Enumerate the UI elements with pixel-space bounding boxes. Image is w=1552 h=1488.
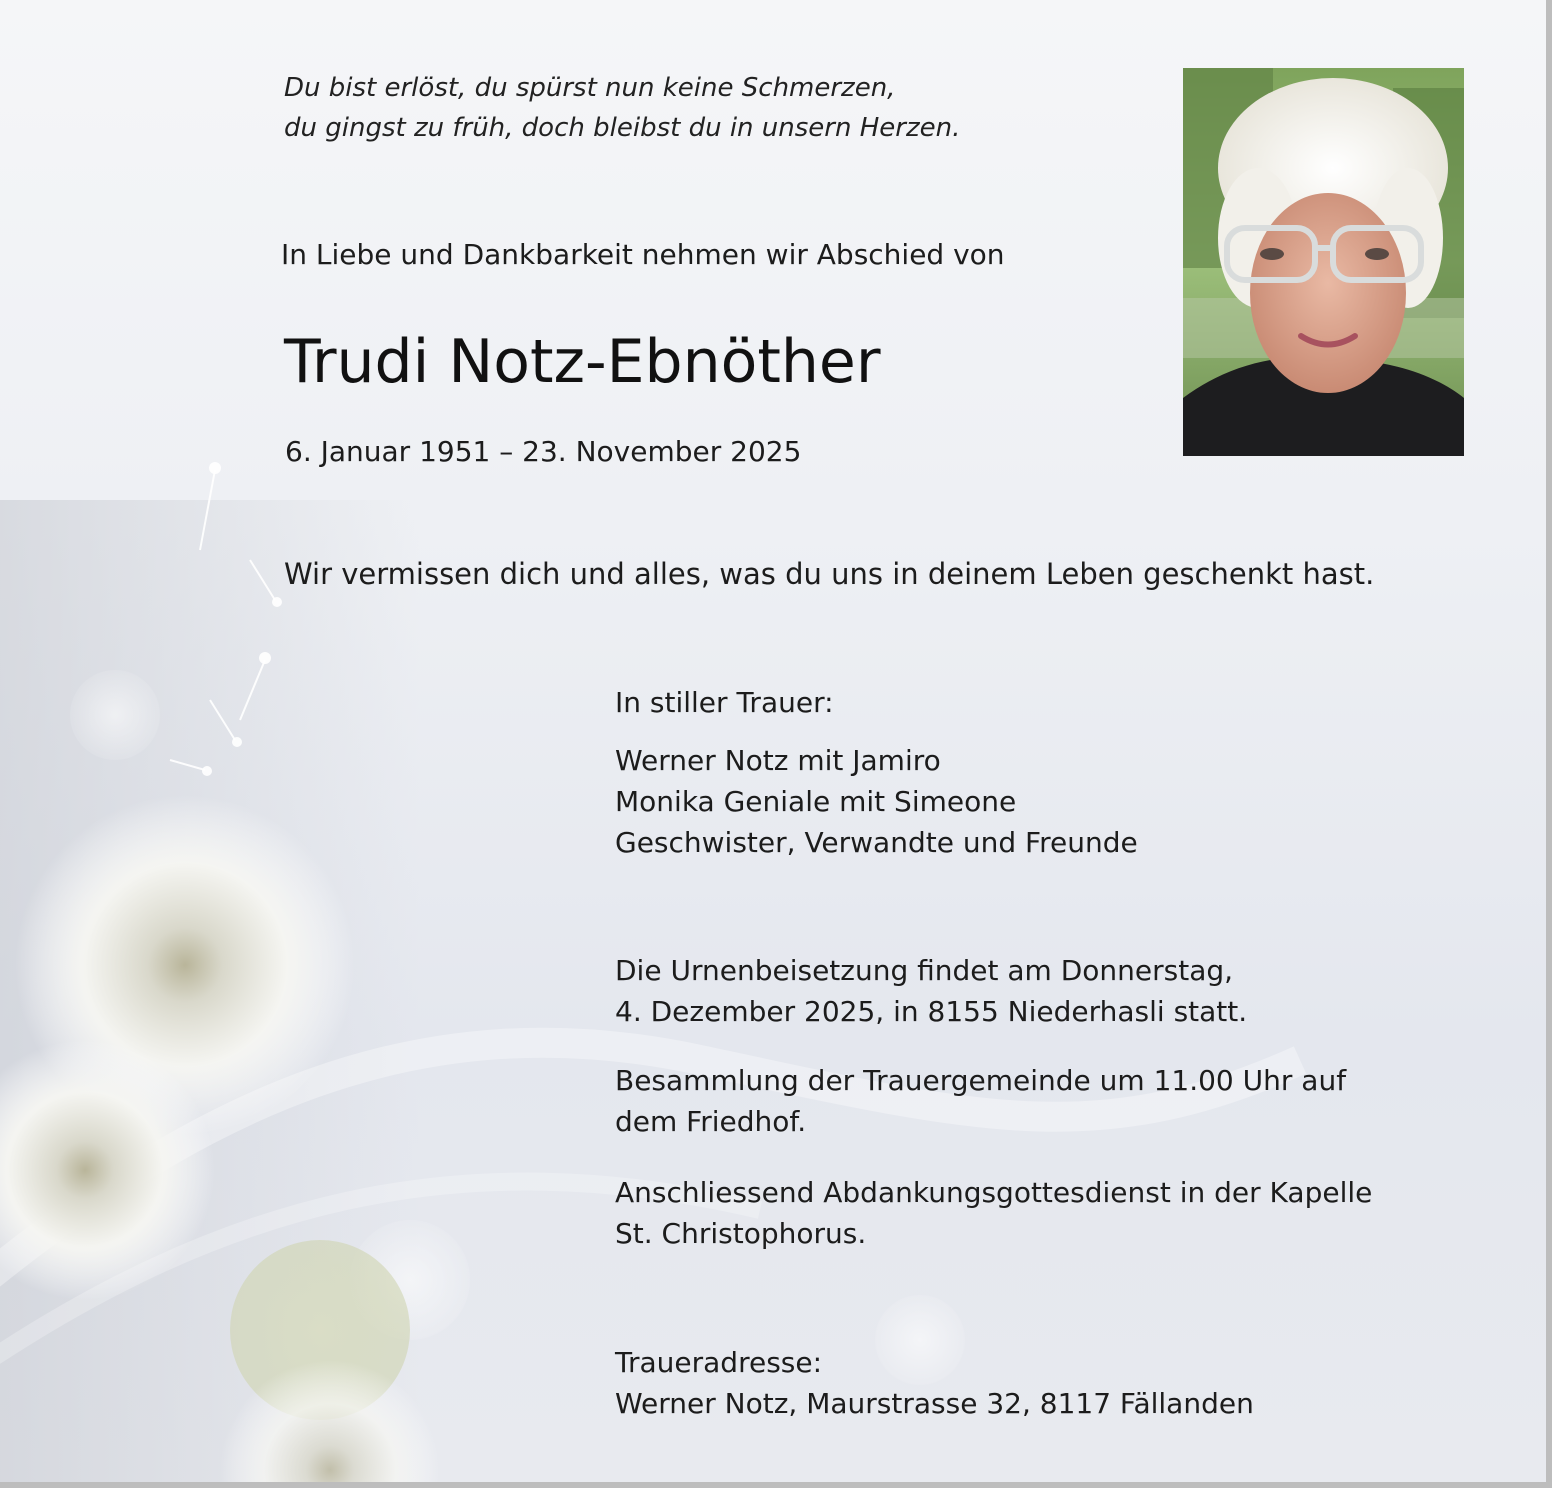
poem-line: du gingst zu früh, doch bleibst du in unsern Herzen.: [284, 113, 961, 143]
service-info: [615, 1172, 1372, 1254]
farewell-intro: In Liebe und Dankbarkeit nehmen wir Abschied von: [281, 238, 1005, 271]
gathering-line: dem Friedhof.: [615, 1105, 807, 1138]
life-dates: 6. Januar 1951 – 23. November 2025: [285, 435, 802, 468]
remembrance-message: Wir vermissen dich und alles, was du uns in deinem Leben geschenkt hast.: [284, 557, 1375, 591]
mourning-address: [615, 1342, 1254, 1424]
mourning-heading: In stiller Trauer:: [615, 686, 834, 719]
gathering-line: Besammlung der Trauergemeinde um 11.00 Uhr auf: [615, 1064, 1347, 1097]
ceremony-line: Die Urnenbeisetzung findet am Donnerstag,: [615, 954, 1234, 987]
gathering-info: [615, 1060, 1346, 1142]
mourner-line: Werner Notz mit Jamiro: [615, 744, 941, 777]
portrait-photo-icon: [1183, 68, 1464, 456]
deceased-name: Trudi Notz-Ebnöther: [284, 327, 881, 397]
portrait-photo: [1183, 68, 1464, 456]
mourner-line: Geschwister, Verwandte und Freunde: [615, 826, 1138, 859]
burial-announcement: [615, 950, 1247, 1032]
memorial-poem: [284, 68, 960, 148]
ceremony-line: 4. Dezember 2025, in 8155 Niederhasli statt.: [615, 995, 1248, 1028]
mourners-list: [615, 740, 1138, 863]
address-value: Werner Notz, Maurstrasse 32, 8117 Fällanden: [615, 1387, 1254, 1420]
service-line: Anschliessend Abdankungsgottesdienst in der Kapelle: [615, 1176, 1373, 1209]
address-label: Traueradresse:: [615, 1346, 823, 1379]
service-line: St. Christophorus.: [615, 1217, 867, 1250]
poem-line: Du bist erlöst, du spürst nun keine Schmerzen,: [284, 73, 896, 103]
mourner-line: Monika Geniale mit Simeone: [615, 785, 1017, 818]
